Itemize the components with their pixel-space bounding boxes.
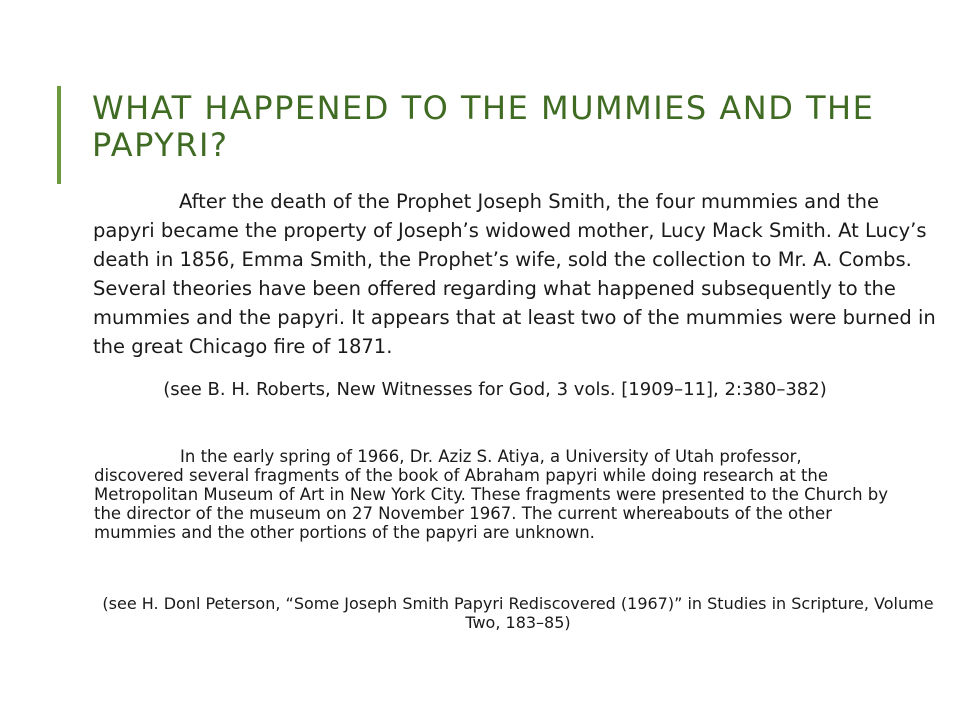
slide-title: WHAT HAPPENED TO THE MUMMIES AND THE PAPYRI?: [92, 89, 875, 164]
citation-peterson: (see H. Donl Peterson, “Some Joseph Smith Papyri Rediscovered (1967)” in Studies in Scripture, Volume Two, 183–85): [102, 594, 934, 632]
title-accent-bar: [57, 86, 61, 184]
paragraph-atiya-discovery: [94, 447, 894, 542]
citation-roberts: (see B. H. Roberts, New Witnesses for God, 3 vols. [1909–11], 2:380–382): [163, 379, 827, 400]
paragraph2-text: In the early spring of 1966, Dr. Aziz S. Atiya, a University of Utah professor, discovered several fragments of the book of Abraham papyri while doing research at the Metropolitan Museum of Art in New York City. These fragments were presented to the Church by the director of the museum on 27 November 1967. The current whereabouts of the other mummies and the other portions of the papyri are unknown.: [94, 447, 889, 542]
paragraph-lucy-mack-smith: [93, 187, 945, 361]
paragraph1-text: After the death of the Prophet Joseph Smith, the four mummies and the papyri became the property of Joseph’s widowed mother, Lucy Mack Smith. At Lucy’s death in 1856, Emma Smith, the Prophet’s wife, sold the collection to Mr. A. Combs. Several theories have been offered regarding what happened subsequently to the mummies and the papyri. It appears that at least two of the mummies were burned in the great Chicago fire of 1871.: [93, 190, 936, 358]
